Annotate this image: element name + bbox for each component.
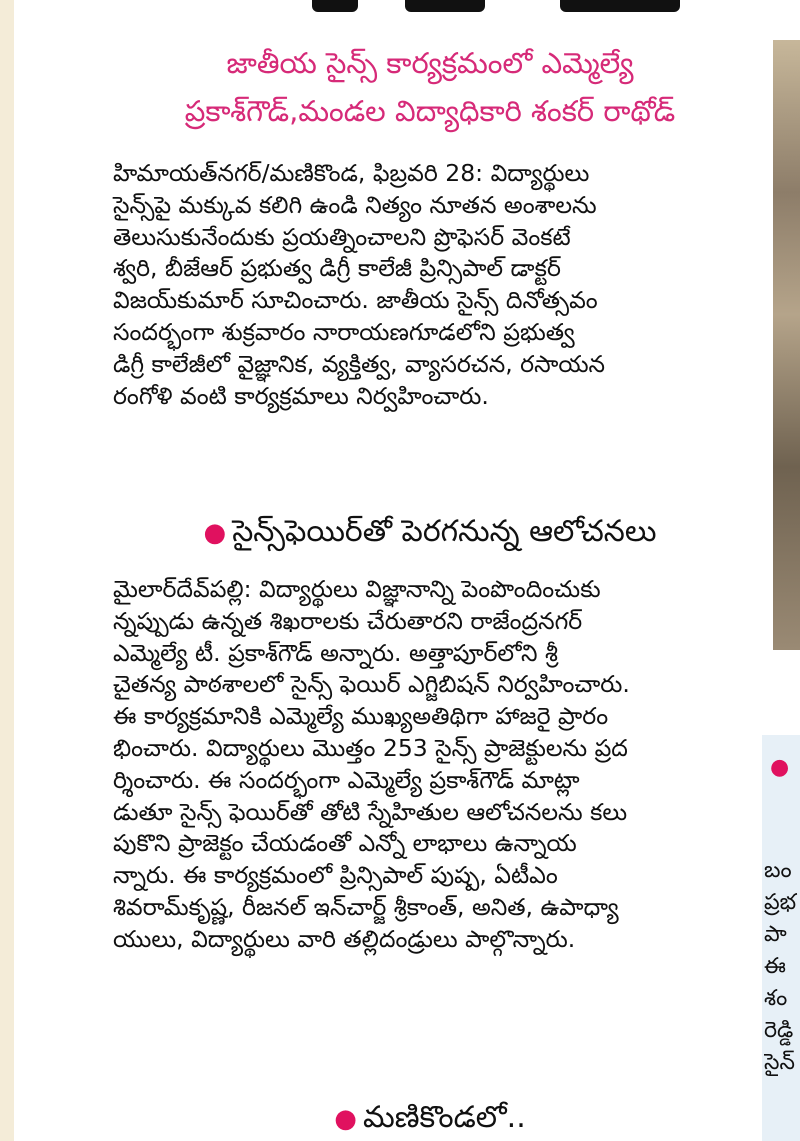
text-line: ఎమ్మెల్యే టీ. ప్రకాశ్‌గౌడ్‌ అన్నారు. అత్తాపూర్‌లోని శ్రీ	[113, 638, 558, 667]
text-line: శ్వరి, బీజేఆర్‌ ప్రభుత్వ డిగ్రీ కాలేజీ ప్రిన్సిపాల్‌ డాక్టర్‌	[113, 254, 561, 283]
side-column-text	[764, 855, 800, 1079]
text-line: డుతూ సైన్స్‌ ఫెయిర్‌తో తోటి స్నేహితుల ఆలోచనలను కలు	[113, 797, 628, 826]
text-line: ఈ కార్యక్రమానికి ఎమ్మెల్యే ముఖ్యఅతిథిగా హాజరై ప్రారం	[113, 702, 609, 731]
text-line: చైతన్య పాఠశాలలో సైన్స్‌ ఫెయిర్‌ ఎగ్జిబిషన్‌ నిర్వహించారు.	[113, 670, 630, 699]
text-line: రంగోళి వంటి కార్యక్రమాలు నిర్వహించారు.	[113, 381, 489, 410]
text-line: ర్శించారు. ఈ సందర్భంగా ఎమ్మెల్యే ప్రకాశ్‌గౌడ్‌ మాట్లా	[113, 765, 580, 794]
text-line: ప్రభ	[764, 890, 797, 915]
sub-headline-line-2: ప్రకాశ్‌గౌడ్‌,మండల విద్యాధికారి శంకర్‌ రాథోడ్‌	[184, 94, 676, 128]
text-line: భించారు. విద్యార్థులు మొత్తం 253 సైన్స్‌ ప్రాజెక్టులను ప్రద	[113, 733, 628, 762]
text-line: హిమాయత్‌నగర్‌/మణికొండ, ఫిబ్రవరి 28: విద్యార్థులు	[113, 159, 590, 187]
text-line: సైన్	[764, 1050, 795, 1075]
bullet-icon: ●	[770, 755, 790, 780]
text-line: బం	[764, 858, 792, 883]
text-line: పా	[764, 922, 787, 947]
text-line: విజయ్‌కుమార్‌ సూచించారు. జాతీయ సైన్స్‌ దినోత్సవం	[113, 286, 598, 315]
article-paragraph-2	[113, 574, 748, 956]
page-edge-strip	[0, 0, 14, 1141]
text-line: సందర్భంగా శుక్రవారం నారాయణగూడలోని ప్రభుత్వ	[113, 317, 575, 346]
section-heading-manikonda	[110, 1096, 750, 1141]
text-line: శివరామ్‌కృష్ణ, రీజనల్‌ ఇన్‌చార్జ్‌ శ్రీకాంత్‌, అనిత, ఉపాధ్యా	[113, 892, 619, 921]
text-line: సైన్స్‌పై మక్కువ కలిగి ఉండి నిత్యం నూతన అంశాలను	[113, 190, 597, 219]
text-line: పుకొని ప్రాజెక్టం చేయడంతో ఎన్నో లాభాలు ఉన్నాయ	[113, 829, 577, 858]
sub-headline-line-1: జాతీయ సైన్స్‌ కార్యక్రమంలో ఎమ్మెల్యే	[226, 46, 634, 80]
article-paragraph-1	[113, 158, 748, 412]
section-heading-text: సైన్స్‌ఫెయిర్‌తో పెరగనున్న ఆలోచనలు	[232, 514, 657, 549]
text-line: రెడ్డి	[764, 1018, 794, 1043]
text-line: శం	[764, 986, 788, 1011]
text-line: న్నారు. ఈ కార్యక్రమంలో ప్రిన్సిపాల్‌ పుష్ప, ఏటీఎం	[113, 861, 558, 890]
text-line: యులు, విద్యార్థులు వారి తల్లిదండ్రులు పాల్గొన్నారు.	[113, 924, 576, 953]
text-line: డిగ్రీ కాలేజీలో వైజ్ఞానిక, వ్యక్తిత్వ, వ్యాసరచన, రసాయన	[113, 349, 606, 378]
side-column-box	[762, 735, 800, 1141]
bullet-icon: ●	[203, 518, 227, 548]
text-line: ఈ	[764, 954, 786, 979]
news-photo	[773, 40, 800, 650]
section-heading-science-fair	[110, 510, 750, 555]
headline-fragment	[312, 0, 358, 12]
text-line: న్నప్పుడు ఉన్నత శిఖరాలకు చేరుతారని రాజేంద్రనగర్‌	[113, 606, 583, 635]
bullet-icon: ●	[334, 1104, 357, 1134]
text-line: తెలుసుకునేందుకు ప్రయత్నించాలని ప్రొఫెసర్‌ వెంకటే	[113, 222, 571, 251]
text-line: మైలార్‌దేవ్‌పల్లి: విద్యార్థులు విజ్ఞానాన్ని పెంపొందించుకు	[113, 575, 601, 603]
headline-fragment	[405, 0, 485, 12]
headline-fragment	[560, 0, 680, 12]
section-heading-text: మణికొండలో..	[362, 1100, 526, 1135]
